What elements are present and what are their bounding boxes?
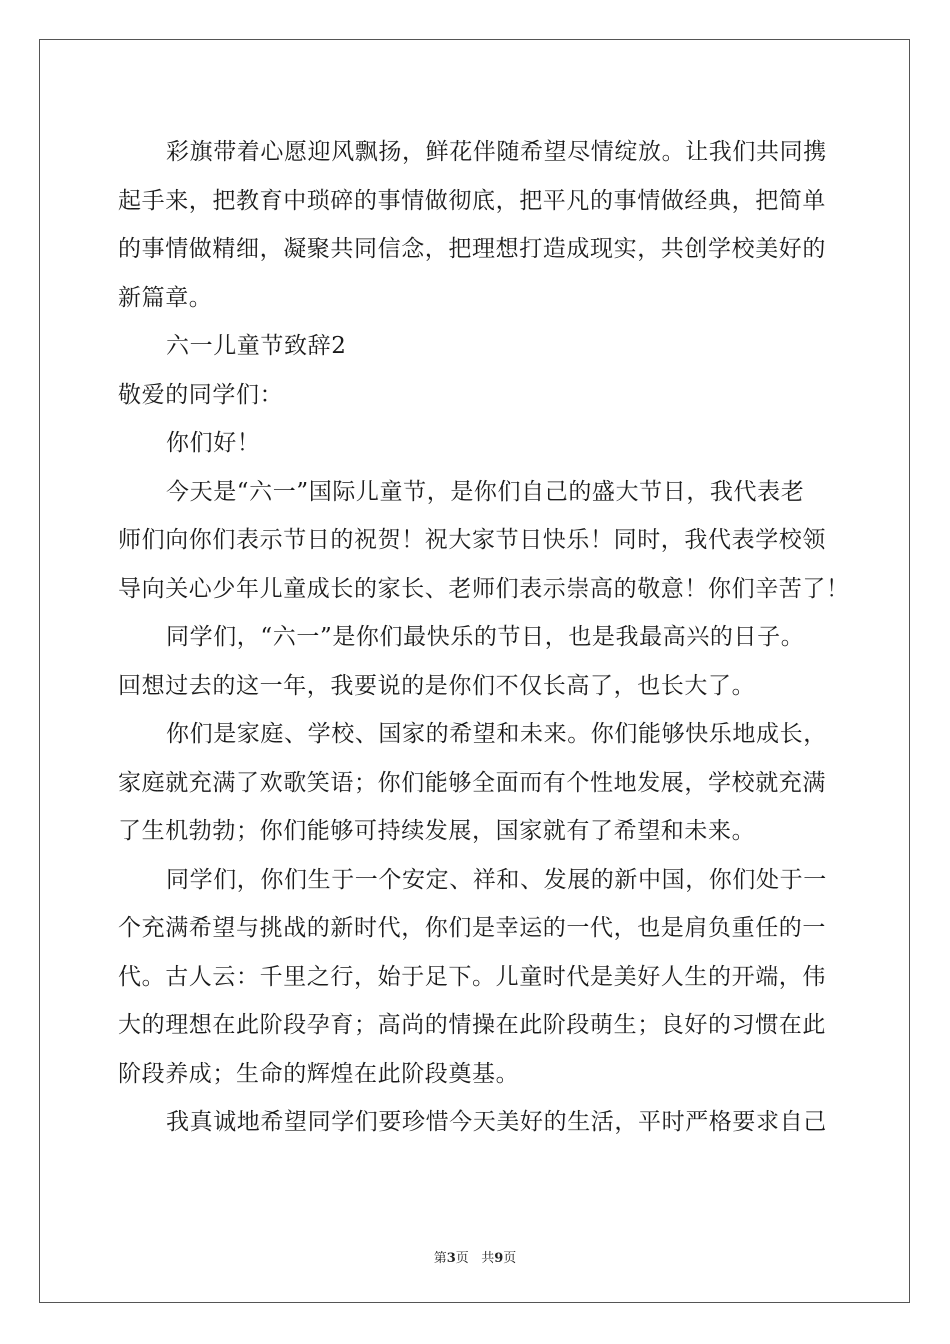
text-line: 我真诚地希望同学们要珍惜今天美好的生活，平时严格要求自己: [166, 1109, 827, 1135]
text-line: 六一儿童节致辞2: [166, 333, 347, 359]
footer-total-prefix: 共: [481, 1251, 495, 1266]
text-line: 阶段养成；生命的辉煌在此阶段奠基。: [118, 1060, 520, 1087]
text-line: 同学们，“六一”是你们最快乐的节日，也是我最高兴的日子。: [166, 624, 805, 650]
footer-total-suffix: 页: [503, 1251, 517, 1266]
text-line: 你们是家庭、学校、国家的希望和未来。你们能够快乐地成长，: [166, 721, 827, 747]
footer-page-suffix: 页: [455, 1251, 469, 1266]
text-line: 新篇章。: [118, 284, 213, 311]
text-line: 同学们，你们生于一个安定、祥和、发展的新中国，你们处于一: [166, 866, 827, 893]
text-line: 个充满希望与挑战的新时代，你们是幸运的一代，也是肩负重任的一: [118, 915, 826, 941]
text-line: 师们向你们表示节日的祝贺！祝大家节日快乐！同时，我代表学校领: [118, 527, 826, 553]
text-line: 你们好！: [166, 430, 261, 456]
text-line: 起手来，把教育中琐碎的事情做彻底，把平凡的事情做经典，把简单: [118, 187, 826, 214]
text-line: 家庭就充满了欢歌笑语；你们能够全面而有个性地发展，学校就充满: [118, 769, 826, 796]
text-line: 了生机勃勃；你们能够可持续发展，国家就有了希望和未来。: [118, 818, 756, 844]
page-footer: [0, 1247, 950, 1266]
text-line: 导向关心少年儿童成长的家长、老师们表示崇高的敬意！你们辛苦了！: [118, 575, 850, 602]
text-line: 大的理想在此阶段孕育；高尚的情操在此阶段萌生；良好的习惯在此: [118, 1012, 826, 1038]
text-line: 代。古人云：千里之行，始于足下。儿童时代是美好人生的开端，伟: [118, 963, 826, 990]
text-line: 今天是“六一”国际儿童节，是你们自己的盛大节日，我代表老: [166, 478, 805, 505]
text-line: 的事情做精细，凝聚共同信念，把理想打造成现实，共创学校美好的: [118, 236, 826, 262]
text-line: 回想过去的这一年，我要说的是你们不仅长高了，也长大了。: [118, 672, 756, 699]
current-page-number: 3: [446, 1251, 456, 1266]
text-line: 彩旗带着心愿迎风飘扬，鲜花伴随希望尽情绽放。让我们共同携: [166, 139, 827, 165]
total-pages-number: 9: [494, 1251, 504, 1266]
text-line: 敬爱的同学们：: [118, 381, 284, 408]
document-body: [118, 128, 850, 1147]
footer-prefix: 第: [433, 1251, 447, 1266]
